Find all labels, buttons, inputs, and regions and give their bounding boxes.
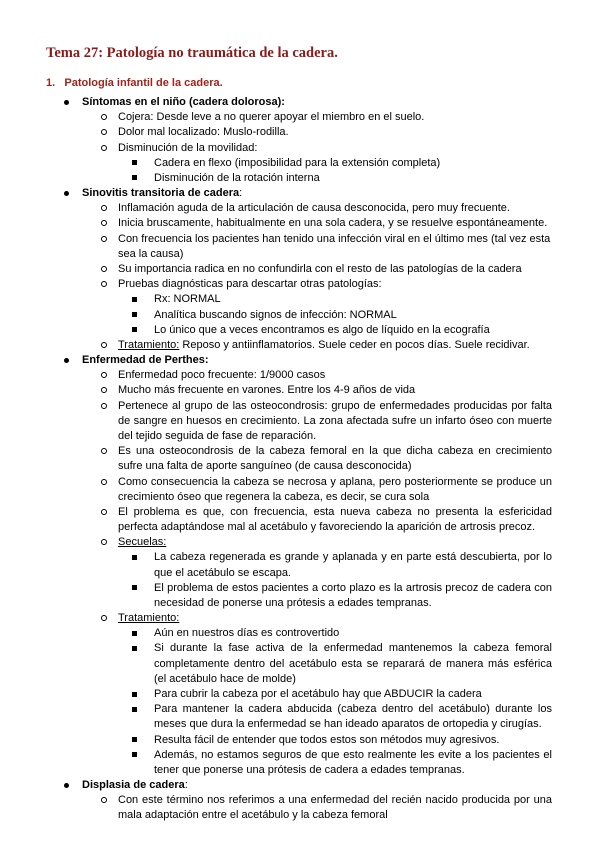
- text-run: Displasia de cadera: [82, 779, 185, 792]
- line-text: [118, 808, 388, 822]
- line-text: [118, 490, 429, 504]
- text-run: Cadera en flexo (imposibilidad para la extensión completa): [154, 156, 441, 169]
- text-run: Tratamiento:: [118, 338, 180, 351]
- line-text: [154, 717, 542, 731]
- square-bullet-icon: [132, 175, 137, 180]
- text-run: perfecta adaptándose mal al acetábulo y favoreciendo la aparición de artrosis precoz.: [118, 521, 536, 534]
- text-run: Disminución de la movilidad:: [118, 141, 258, 154]
- text-run: Disminución de la rotación interna: [154, 171, 320, 184]
- line-text: [154, 566, 291, 580]
- text-run: Como consecuencia la cabeza se necrosa y aplana, pero posteriormente se produce un: [118, 475, 552, 488]
- line-text: [118, 232, 550, 246]
- text-run: Inicia bruscamente, habitualmente en una sola cadera, y se resuelve espontáneamente.: [118, 217, 548, 230]
- circle-bullet-icon: [101, 387, 107, 393]
- line-text: [118, 368, 325, 382]
- line-text: [154, 171, 320, 185]
- text-run: Analítica buscando signos de infección: NORMAL: [154, 308, 397, 321]
- square-bullet-icon: [132, 631, 137, 636]
- line-text: [118, 414, 552, 428]
- line-text: [118, 505, 552, 519]
- text-run: Secuelas:: [118, 536, 167, 549]
- line-text: [118, 262, 522, 276]
- page-title: Tema 27: Patología no traumática de la cadera.: [46, 45, 338, 61]
- text-run: Enfermedad poco frecuente: 1/9000 casos: [118, 369, 326, 382]
- line-text: [118, 277, 382, 291]
- line-text: [154, 657, 552, 671]
- section-number: 1.: [46, 77, 56, 89]
- text-run: Lo único que a veces encontramos es algo de líquido en la ecografía: [154, 323, 490, 336]
- circle-bullet-icon: [101, 615, 107, 621]
- line-text: [118, 141, 257, 155]
- square-bullet-icon: [132, 297, 137, 302]
- square-bullet-icon: [132, 692, 137, 697]
- line-text: [154, 687, 482, 701]
- line-text: [154, 308, 397, 322]
- circle-bullet-icon: [101, 205, 107, 211]
- line-text: [118, 520, 535, 534]
- line-text: [82, 95, 285, 109]
- text-run: Es una osteocondrosis de la cabeza femoral en la que dicha cabeza en crecimiento: [118, 445, 552, 458]
- text-run: meses que dura la enfermedad se han ideado aparatos de ortopedia y cirugías.: [154, 718, 542, 731]
- text-run: Para cubrir la cabeza por el acetábulo hay que ABDUCIR la cadera: [154, 688, 482, 701]
- text-run: Reposo y antiinflamatorios. Suele ceder en pocos días. Suele recidivar.: [179, 338, 530, 351]
- text-run: Sinovitis transitoria de cadera: [82, 187, 240, 200]
- text-run: Inflamación aguda de la articulación de causa desconocida, pero muy frecuente.: [118, 202, 510, 215]
- square-bullet-icon: [132, 160, 137, 165]
- text-run: completamente dentro del acetábulo esta se reparará de manera más esférica: [154, 657, 552, 670]
- line-text: [154, 323, 490, 337]
- text-run: de sangre en huesos en crecimiento. La zona afectada sufre un infarto óseo con muerte: [118, 414, 552, 427]
- line-text: [118, 125, 289, 139]
- line-text: [154, 702, 552, 716]
- line-text: [118, 383, 415, 397]
- square-bullet-icon: [132, 752, 137, 757]
- text-run: sea la causa): [118, 247, 184, 260]
- line-text: [118, 793, 552, 807]
- line-text: [154, 292, 221, 306]
- text-run: El problema es que, con frecuencia, esta nueva cabeza no presenta la esfericidad: [118, 505, 552, 518]
- text-run: Cojera: Desde leve a no querer apoyar el miembro en el suelo.: [118, 111, 425, 124]
- circle-bullet-icon: [101, 539, 107, 545]
- line-text: [118, 216, 547, 230]
- line-text: [118, 201, 510, 215]
- text-run: tener que ponerse una prótesis de cadera a edades tempranas.: [154, 763, 465, 776]
- square-bullet-icon: [132, 707, 137, 712]
- text-run: (el acetábulo hace de molde): [154, 672, 296, 685]
- text-run: Dolor mal localizado: Muslo-rodilla.: [118, 126, 289, 139]
- text-run: Con este término nos referimos a una enfermedad del recién nacido producida por una: [118, 794, 552, 807]
- circle-bullet-icon: [101, 114, 107, 120]
- line-text: [154, 581, 552, 595]
- circle-bullet-icon: [101, 509, 107, 515]
- text-run: mala adaptación entre el acetábulo y la cabeza femoral: [118, 809, 388, 822]
- circle-bullet-icon: [101, 342, 107, 348]
- square-bullet-icon: [132, 312, 137, 317]
- circle-bullet-icon: [101, 266, 107, 272]
- text-run: Pertenece al grupo de las osteocondrosis: grupo de enfermedades producidas por falta: [118, 399, 552, 412]
- text-run: Mucho más frecuente en varones. Entre los 4-9 años de vida: [118, 384, 416, 397]
- bullet-icon: [64, 783, 69, 788]
- text-run: Aún en nuestros días es controvertido: [154, 627, 340, 640]
- line-text: [154, 641, 552, 655]
- section-title: Patología infantil de la cadera.: [64, 77, 223, 89]
- text-run: Enfermedad de Perthes:: [82, 354, 209, 367]
- square-bullet-icon: [132, 646, 137, 651]
- line-text: [154, 550, 552, 564]
- line-text: [154, 626, 339, 640]
- square-bullet-icon: [132, 555, 137, 560]
- circle-bullet-icon: [101, 220, 107, 226]
- line-text: [118, 444, 552, 458]
- square-bullet-icon: [132, 585, 137, 590]
- text-run: sufre una falta de aporte sanguíneo (de causa desconocida): [118, 460, 412, 473]
- line-text: [118, 475, 552, 489]
- circle-bullet-icon: [101, 281, 107, 287]
- line-text: [118, 459, 412, 473]
- text-run: :: [184, 779, 188, 792]
- line-text: [154, 596, 432, 610]
- line-text: [118, 399, 552, 413]
- line-text: [154, 672, 296, 686]
- text-run: El problema de estos pacientes a corto plazo es la artrosis precoz de cadera con: [154, 581, 552, 594]
- circle-bullet-icon: [101, 797, 107, 803]
- text-run: que el acetábulo se escapa.: [154, 566, 291, 579]
- line-text: [154, 156, 440, 170]
- line-text: [118, 247, 183, 261]
- text-run: del tejido seguida de fase de reparación.: [118, 429, 317, 442]
- circle-bullet-icon: [101, 236, 107, 242]
- circle-bullet-icon: [101, 403, 107, 409]
- line-text: [82, 778, 188, 792]
- line-text: [82, 353, 209, 367]
- square-bullet-icon: [132, 737, 137, 742]
- text-run: Rx: NORMAL: [154, 293, 221, 306]
- text-run: Síntomas en el niño (cadera dolorosa):: [82, 96, 285, 108]
- text-run: Su importancia radica en no confundirla con el resto de las patologías de la cadera: [118, 262, 522, 275]
- text-run: Resulta fácil de entender que todos estos son métodos muy agresivos.: [154, 733, 500, 746]
- bullet-icon: [64, 191, 69, 196]
- line-text: [82, 186, 242, 200]
- line-text: [154, 748, 552, 762]
- text-run: La cabeza regenerada es grande y aplanada y en parte está descubierta, por lo: [154, 551, 552, 564]
- text-run: Pruebas diagnósticas para descartar otras patologías:: [118, 278, 382, 291]
- text-run: necesidad de ponerse una prótesis a edades tempranas.: [154, 596, 432, 609]
- text-run: Con frecuencia los pacientes han tenido una infección viral en el último mes (tal vez esta: [118, 232, 551, 245]
- text-run: Además, no estamos seguros de que esto realmente les evite a los pacientes el: [154, 748, 552, 761]
- text-run: Tratamiento:: [118, 612, 180, 625]
- text-run: :: [239, 187, 243, 200]
- bullet-icon: [64, 100, 69, 105]
- text-run: crecimiento óseo que regenera la cabeza, es decir, se cura sola: [118, 490, 430, 503]
- circle-bullet-icon: [101, 145, 107, 151]
- circle-bullet-icon: [101, 448, 107, 454]
- line-text: [118, 110, 424, 124]
- circle-bullet-icon: [101, 129, 107, 135]
- line-text: [118, 429, 316, 443]
- line-text: [154, 733, 499, 747]
- circle-bullet-icon: [101, 479, 107, 485]
- text-run: Para mantener la cadera abducida (cabeza dentro del acetábulo) durante los: [154, 703, 552, 716]
- line-text: [154, 763, 465, 777]
- line-text: [118, 535, 166, 549]
- square-bullet-icon: [132, 327, 137, 332]
- circle-bullet-icon: [101, 372, 107, 378]
- line-text: [118, 338, 530, 352]
- text-run: Si durante la fase activa de la enfermedad mantenemos la cabeza femoral: [154, 642, 552, 655]
- section-heading: [46, 76, 223, 90]
- bullet-icon: [64, 358, 69, 363]
- line-text: [118, 611, 179, 625]
